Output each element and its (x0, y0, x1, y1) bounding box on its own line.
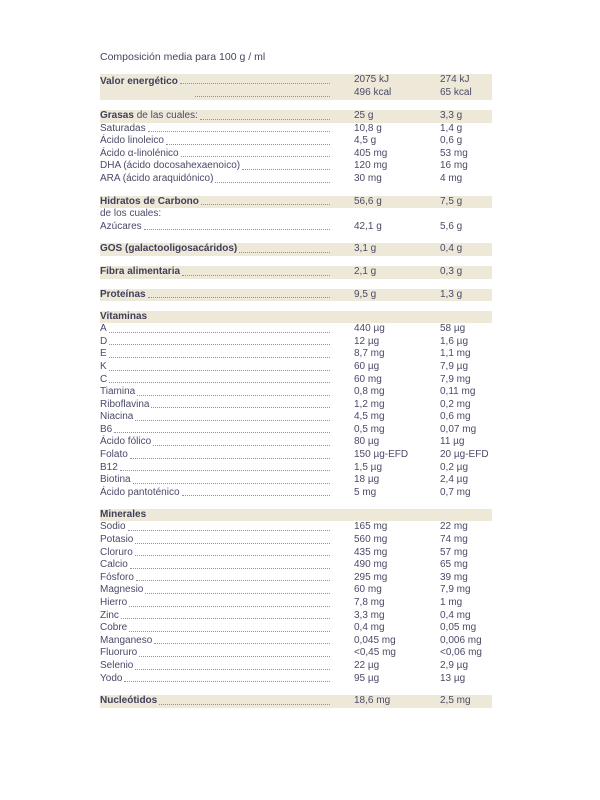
fats-row (100, 110, 492, 123)
fiber-label: Fibra alimentaria (100, 265, 181, 277)
dot-leader (130, 450, 330, 459)
row-value-serving: 11 µg (440, 436, 465, 448)
vitamin-row (100, 336, 492, 349)
row-value-100: 12 µg (354, 335, 380, 347)
energy-label: Valor energético (100, 75, 178, 87)
fiber-value-100: 2,1 g (354, 265, 377, 277)
row-label: Potasio (100, 534, 134, 546)
row-value-100: 120 mg (354, 160, 388, 172)
vitamins-list (100, 323, 492, 499)
row-value-100: <0,45 mg (354, 647, 396, 659)
energy-kj-per-serving: 274 kJ (440, 74, 470, 85)
mineral-row (100, 547, 492, 560)
row-label: Saturadas (100, 122, 146, 134)
row-value-100: 0,045 mg (354, 634, 396, 646)
row-value-100: 295 mg (354, 571, 388, 583)
mineral-row (100, 610, 492, 623)
row-value-serving: 0,2 mg (440, 398, 471, 410)
energy-row (100, 74, 492, 100)
row-label: DHA (ácido docosahexaenoico) (100, 160, 241, 172)
carbs-note: de los cuales: (100, 208, 162, 220)
row-label: Sodio (100, 521, 126, 533)
dot-leader (166, 136, 330, 145)
row-value-serving: 7,9 mg (440, 584, 471, 596)
gos-row (100, 243, 492, 256)
vitamin-row (100, 399, 492, 412)
mineral-row (100, 647, 492, 660)
fats-subrows (100, 123, 492, 186)
row-label: A (100, 323, 107, 335)
row-value-serving: 0,6 g (440, 135, 463, 147)
dot-leader (144, 221, 330, 230)
mineral-row (100, 534, 492, 547)
dot-leader (151, 399, 330, 408)
row-value-serving: 0,11 mg (440, 386, 476, 398)
mineral-row (100, 584, 492, 597)
dot-leader (109, 349, 330, 358)
dot-leader (135, 547, 330, 556)
energy-kcal-per-serving: 65 kcal (440, 86, 472, 98)
row-value-100: 4,5 g (354, 135, 377, 147)
dot-leader (148, 123, 330, 132)
row-value-100: 3,3 mg (354, 609, 385, 621)
dot-leader (136, 572, 330, 581)
dot-leader (121, 610, 330, 619)
row-value-serving: 0,006 mg (440, 634, 482, 646)
fat-subrow (100, 160, 492, 173)
sugars-row (100, 221, 492, 234)
vitamin-row (100, 487, 492, 500)
vitamin-row (100, 449, 492, 462)
nucleotides-value-100: 18,6 mg (354, 695, 391, 707)
row-label: D (100, 335, 108, 347)
row-value-100: 60 mg (354, 584, 382, 596)
dot-leader (181, 148, 330, 157)
dot-leader (100, 88, 330, 96)
dot-leader (215, 174, 330, 183)
carbs-value-serving: 7,5 g (440, 195, 463, 207)
row-value-serving: 0,6 mg (440, 411, 471, 423)
row-value-serving: 4 mg (440, 172, 463, 184)
row-value-serving: 2,9 µg (440, 659, 469, 671)
row-value-serving: 0,07 mg (440, 423, 477, 435)
dot-leader (109, 374, 330, 383)
mineral-row (100, 673, 492, 686)
row-label: Biotina (100, 474, 131, 486)
row-label: Manganeso (100, 634, 153, 646)
row-value-serving: 2,4 µg (440, 474, 469, 486)
row-value-100: 5 mg (354, 486, 377, 498)
protein-row (100, 289, 492, 302)
row-label: Yodo (100, 672, 123, 684)
dot-leader (153, 437, 330, 446)
dot-leader (124, 673, 330, 682)
nucleotides-row (100, 695, 492, 708)
dot-leader (135, 412, 330, 421)
row-value-serving: 57 mg (440, 546, 468, 558)
row-value-serving: 58 µg (440, 323, 466, 335)
gos-label: GOS (galactooligosacáridos) (100, 243, 238, 255)
fiber-row (100, 266, 492, 279)
row-value-serving: 1,6 µg (440, 335, 469, 347)
row-label: ARA (ácido araquidónico) (100, 172, 214, 184)
row-label: Folato (100, 449, 128, 461)
row-value-serving: 0,05 mg (440, 622, 477, 634)
dot-leader (135, 661, 330, 670)
row-value-serving: 7,9 µg (440, 360, 469, 372)
dot-leader (139, 648, 330, 657)
row-value-100: 435 mg (354, 546, 388, 558)
nucleotides-value-serving: 2,5 mg (440, 695, 471, 707)
dot-leader (135, 535, 330, 544)
row-value-100: 440 µg (354, 323, 385, 335)
vitamins-title: Vitaminas (100, 311, 492, 323)
carbs-label: Hidratos de Carbono (100, 195, 199, 207)
dot-leader (159, 696, 330, 705)
row-label: Cobre (100, 622, 128, 634)
mineral-row (100, 572, 492, 585)
row-value-serving: 0,2 µg (440, 461, 469, 473)
dot-leader (128, 522, 330, 531)
row-value-100: 560 mg (354, 534, 388, 546)
fat-subrow (100, 148, 492, 161)
row-label: Calcio (100, 559, 128, 571)
nutrition-document (100, 50, 492, 708)
row-label: Ácido pantoténico (100, 486, 180, 498)
row-value-100: 30 mg (354, 172, 382, 184)
nucleotides-label: Nucleótidos (100, 695, 158, 707)
protein-value-serving: 1,3 g (440, 288, 463, 300)
row-value-serving: 39 mg (440, 571, 468, 583)
row-value-100: 18 µg (354, 474, 380, 486)
dot-leader (109, 336, 330, 345)
fiber-value-serving: 0,3 g (440, 265, 463, 277)
row-value-serving: 65 mg (440, 559, 468, 571)
fats-value-serving: 3,3 g (440, 110, 463, 121)
dot-leader (109, 362, 330, 371)
row-label: Niacina (100, 411, 134, 423)
row-label: Ácido linoleico (100, 135, 164, 147)
row-value-100: 22 µg (354, 659, 380, 671)
vitamin-row (100, 411, 492, 424)
vitamin-row (100, 348, 492, 361)
row-value-100: 80 µg (354, 436, 380, 448)
row-label: C (100, 373, 108, 385)
sugars-value-serving: 5,6 g (440, 220, 463, 232)
row-value-serving: 0,4 mg (440, 609, 471, 621)
dot-leader (180, 75, 330, 84)
row-value-serving: 22 mg (440, 521, 468, 533)
carbs-value-100: 56,6 g (354, 195, 382, 207)
row-value-100: 165 mg (354, 521, 388, 533)
gos-value-100: 3,1 g (354, 243, 377, 255)
row-label: Tiamina (100, 386, 136, 398)
dot-leader (120, 462, 330, 471)
row-label: Fósforo (100, 571, 134, 583)
row-label: Fluoruro (100, 647, 138, 659)
row-value-serving: 53 mg (440, 147, 468, 159)
row-label: Riboflavina (100, 398, 150, 410)
row-value-100: 60 mg (354, 373, 382, 385)
row-value-serving: 7,9 mg (440, 373, 471, 385)
row-value-100: 1,2 mg (354, 398, 385, 410)
row-value-100: 150 µg-EFD (354, 449, 409, 461)
row-value-100: 10,8 g (354, 122, 382, 134)
protein-value-100: 9,5 g (354, 288, 377, 300)
dot-leader (239, 244, 330, 253)
row-value-serving: 16 mg (440, 160, 468, 172)
dot-leader (182, 487, 330, 496)
minerals-title: Minerales (100, 509, 492, 521)
row-value-serving: <0,06 mg (440, 647, 482, 659)
vitamin-row (100, 374, 492, 387)
row-value-serving: 20 µg-EFD (440, 449, 489, 461)
dot-leader (145, 585, 330, 594)
dot-leader (148, 289, 330, 298)
energy-kcal-per-100: 496 kcal (354, 86, 392, 98)
fats-label: Grasas (100, 110, 134, 121)
row-value-100: 60 µg (354, 360, 380, 372)
row-value-100: 95 µg (354, 672, 380, 684)
vitamin-row (100, 462, 492, 475)
dot-leader (130, 560, 330, 569)
nutrition-table (100, 74, 492, 708)
dot-leader (129, 623, 330, 632)
row-label: Cloruro (100, 546, 133, 558)
row-label: Ácido α-linolénico (100, 147, 179, 159)
vitamin-row (100, 361, 492, 374)
row-value-serving: 1,1 mg (440, 348, 471, 360)
row-label: Magnesio (100, 584, 144, 596)
mineral-row (100, 597, 492, 610)
mineral-row (100, 559, 492, 572)
sugars-label: Azúcares (100, 220, 142, 232)
gos-value-serving: 0,4 g (440, 243, 463, 255)
row-value-serving: 74 mg (440, 534, 468, 546)
row-label: K (100, 360, 107, 372)
fat-subrow (100, 173, 492, 186)
sugars-value-100: 42,1 g (354, 220, 382, 232)
row-value-serving: 1 mg (440, 597, 463, 608)
dot-leader (137, 387, 330, 396)
row-value-100: 7,8 mg (354, 597, 385, 608)
row-label: Ácido fólico (100, 436, 152, 448)
vitamin-row (100, 424, 492, 437)
row-label: Selenio (100, 659, 134, 671)
row-label: E (100, 348, 107, 360)
vitamin-row (100, 323, 492, 336)
dot-leader (201, 196, 330, 205)
row-value-serving: 13 µg (440, 672, 466, 684)
dot-leader (133, 475, 330, 484)
fat-subrow (100, 135, 492, 148)
fats-value-100: 25 g (354, 110, 374, 121)
table-caption: Composición media para 100 g / ml (100, 51, 266, 63)
row-value-serving: 1,4 g (440, 122, 463, 134)
mineral-row (100, 521, 492, 534)
protein-label: Proteínas (100, 288, 146, 300)
row-value-100: 0,4 mg (354, 622, 385, 634)
fats-label-suffix: de las cuales: (133, 110, 198, 121)
row-value-100: 1,5 µg (354, 461, 383, 473)
row-label: B12 (100, 461, 118, 473)
energy-kj-per-100: 2075 kJ (354, 74, 390, 85)
mineral-row (100, 622, 492, 635)
row-label: Zinc (100, 609, 119, 621)
dot-leader (114, 424, 330, 433)
row-value-100: 490 mg (354, 559, 388, 571)
dot-leader (200, 111, 330, 120)
row-label: Hierro (100, 597, 128, 608)
dot-leader (129, 598, 330, 607)
energy-label-cell (100, 74, 330, 87)
row-value-100: 8,7 mg (354, 348, 385, 360)
dot-leader (154, 635, 330, 644)
mineral-row (100, 660, 492, 673)
dot-leader (109, 324, 330, 333)
row-value-100: 405 mg (354, 147, 388, 159)
vitamin-row (100, 474, 492, 487)
row-label: B6 (100, 423, 113, 435)
row-value-serving: 0,7 mg (440, 486, 471, 498)
mineral-row (100, 635, 492, 648)
vitamin-row (100, 386, 492, 399)
vitamin-row (100, 436, 492, 449)
minerals-list (100, 521, 492, 685)
row-value-100: 0,5 mg (354, 423, 385, 435)
row-value-100: 4,5 mg (354, 411, 385, 423)
row-value-100: 0,8 mg (354, 386, 385, 398)
carbs-row (100, 196, 492, 209)
dot-leader (182, 267, 330, 276)
fat-subrow (100, 123, 492, 136)
dot-leader (242, 161, 330, 170)
